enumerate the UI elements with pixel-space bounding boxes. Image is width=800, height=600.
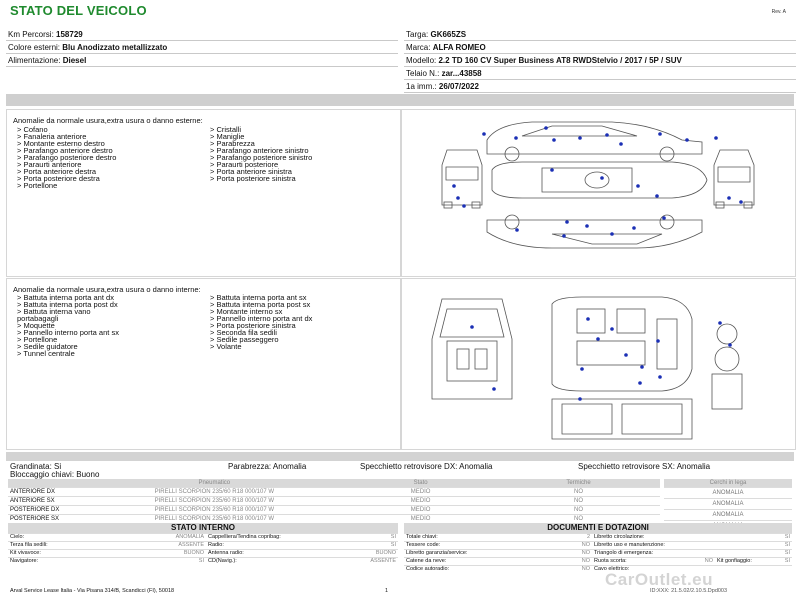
- list-item: > Pannello interno porta ant sx: [17, 328, 119, 337]
- list-item: > Sedile guidatore: [17, 342, 78, 351]
- table-row: POSTERIORE SX PIRELLI SCORPION 235/60 R18 000/107 W MEDIO NO: [8, 515, 660, 524]
- car-interior-svg: [402, 279, 795, 449]
- list-item: > Sedile passeggero: [210, 335, 279, 344]
- tyres-table: [8, 479, 660, 523]
- table-row: Tessere code: NO Libretto uso e manutenzione: SI: [406, 542, 790, 548]
- section-divider: [6, 452, 794, 461]
- interne-panel: [6, 278, 401, 450]
- list-item: > Montante interno sx: [210, 307, 283, 316]
- list-item: > Parafango anteriore destro: [17, 146, 113, 155]
- list-item: > Moquette: [17, 321, 55, 330]
- exterior-damage-diagram: [401, 109, 796, 277]
- table-row: Libretto garanzia/service: NO Triangolo di emergenza: SI: [406, 550, 790, 556]
- list-item: > Portellone: [17, 335, 58, 344]
- vehicle-info-left: [6, 28, 398, 67]
- list-item: > Fanaleria anteriore: [17, 132, 87, 141]
- esterne-panel: [6, 109, 401, 277]
- list-item: > Tunnel centrale: [17, 349, 75, 358]
- list-item: > Parafango posteriore destro: [17, 153, 117, 162]
- table-row: Cielo: ANOMALIA Cappelliera/Tendina copribag: SI: [10, 534, 396, 540]
- interne-list-col2: [210, 294, 312, 350]
- list-item: > Maniglie: [210, 132, 245, 141]
- revision-label: Rev. A: [771, 9, 786, 15]
- list-item: portabagagli: [17, 314, 59, 323]
- table-row: ANTERIORE SX PIRELLI SCORPION 235/60 R18 000/107 W MEDIO NO: [8, 497, 660, 506]
- interne-title: Anomalie da normale usura,extra usura o danno interne:: [13, 285, 201, 294]
- list-item: > Porta posteriore destra: [17, 174, 100, 183]
- col-pneumatico: Pneumatico: [84, 479, 344, 488]
- grandinata-label: Grandinata: Si: [10, 462, 62, 471]
- list-item: > Parafango anteriore sinistro: [210, 146, 309, 155]
- table-row: ANOMALIA: [664, 499, 792, 510]
- footer-document-id: ID:XXX: 21.5.02/2.10.5.Dpd003: [650, 588, 728, 594]
- documenti-table: [404, 533, 792, 573]
- interior-damage-diagram: [401, 278, 796, 450]
- list-item: > Paraurti posteriore: [210, 160, 279, 169]
- targa-row: Targa: GK665ZS: [404, 28, 796, 41]
- list-item: > Volante: [210, 342, 242, 351]
- esterne-list-col1: [17, 126, 116, 189]
- marca-row: Marca: ALFA ROMEO: [404, 41, 796, 54]
- vehicle-info-right: [404, 28, 796, 93]
- list-item: > Parabrezza: [210, 139, 255, 148]
- colore-row: Colore esterni: Blu Anodizzato metallizzato: [6, 41, 398, 54]
- list-item: > Seconda fila sedili: [210, 328, 277, 337]
- list-item: > Montante esterno destro: [17, 139, 105, 148]
- parabrezza-label: Parabrezza: Anomalia: [228, 462, 307, 471]
- stato-interno-table: [8, 533, 398, 565]
- immatricolazione-row: 1a imm.: 26/07/2022: [404, 80, 796, 93]
- list-item: > Porta anteriore sinistra: [210, 167, 292, 176]
- bloccaggio-label: Bloccaggio chiavi: Buono: [10, 470, 100, 479]
- list-item: > Battuta interna vano: [17, 307, 91, 316]
- col-cerchi: Cerchi in lega: [664, 479, 792, 488]
- list-item: > Parafango posteriore sinistro: [210, 153, 313, 162]
- table-row: POSTERIORE DX PIRELLI SCORPION 235/60 R18 000/107 W MEDIO NO: [8, 506, 660, 515]
- watermark-logo: CarOutlet.eu: [605, 570, 714, 589]
- stato-interno-box: [8, 523, 398, 565]
- table-row: Terza fila sedili: ASSENTE Radio: SI: [10, 542, 396, 548]
- list-item: > Battuta interna porta ant sx: [210, 293, 307, 302]
- list-item: > Cristalli: [210, 125, 242, 134]
- section-divider: [6, 94, 794, 106]
- documenti-box: [404, 523, 792, 573]
- table-row: ANOMALIA: [664, 488, 792, 499]
- list-item: > Battuta interna porta post sx: [210, 300, 311, 309]
- interne-list-col1: [17, 294, 119, 357]
- table-row: Totale chiavi: 2 Libretto circolazione: SI: [406, 534, 790, 540]
- list-item: > Portellone: [17, 181, 58, 190]
- list-item: > Cofano: [17, 125, 48, 134]
- list-item: > Paraurti anteriore: [17, 160, 82, 169]
- list-item: > Pannello interno porta ant dx: [210, 314, 313, 323]
- esterne-list-col2: [210, 126, 312, 182]
- table-row: Kit vivavoce: BUONO Antenna radio: BUONO: [10, 550, 396, 556]
- footer-company: Arval Service Lease Italia - Via Pisana 314/B, Scandicci (FI), 50018: [10, 588, 175, 594]
- specchietto-dx-label: Specchietto retrovisore DX: Anomalia: [360, 462, 493, 471]
- table-row: Navigatore: SI CD(Navig.): ASSENTE: [10, 558, 396, 564]
- specchietto-sx-label: Specchietto retrovisore SX: Anomalia: [578, 462, 711, 471]
- stato-interno-title: STATO INTERNO: [8, 523, 398, 533]
- list-item: > Porta posteriore sinistra: [210, 321, 296, 330]
- km-row: Km Percorsi: 158729: [6, 28, 398, 41]
- table-row: Codice autoradio: NO Cavo elettrico:: [404, 566, 792, 574]
- esterne-title: Anomalie da normale usura,extra usura o danno esterne:: [13, 116, 203, 125]
- list-item: > Porta anteriore destra: [17, 167, 97, 176]
- table-row: ANOMALIA: [664, 510, 792, 521]
- list-item: > Porta posteriore sinistra: [210, 174, 296, 183]
- footer-page-number: 1: [385, 588, 389, 594]
- list-item: > Battuta interna porta post dx: [17, 300, 118, 309]
- page-title: STATO DEL VEICOLO: [10, 3, 147, 18]
- telaio-row: Telaio N.: zar...43858: [404, 67, 796, 80]
- modello-row: Modello: 2.2 TD 160 CV Super Business AT8 RWDStelvio / 2017 / 5P / SUV: [404, 54, 796, 67]
- col-termiche: Termiche: [497, 479, 660, 488]
- col-stato: Stato: [344, 479, 497, 488]
- table-row: ANTERIORE DX PIRELLI SCORPION 235/60 R18 000/107 W MEDIO NO: [8, 488, 660, 497]
- table-header: [8, 479, 660, 488]
- documenti-title: DOCUMENTI E DOTAZIONI: [404, 523, 792, 533]
- car-exterior-svg: [402, 110, 795, 276]
- alimentazione-row: Alimentazione: Diesel: [6, 54, 398, 67]
- table-row: Catene da neve: NO Ruota scorta: NO Kit gonfiaggio: SI: [406, 558, 790, 564]
- list-item: > Battuta interna porta ant dx: [17, 293, 114, 302]
